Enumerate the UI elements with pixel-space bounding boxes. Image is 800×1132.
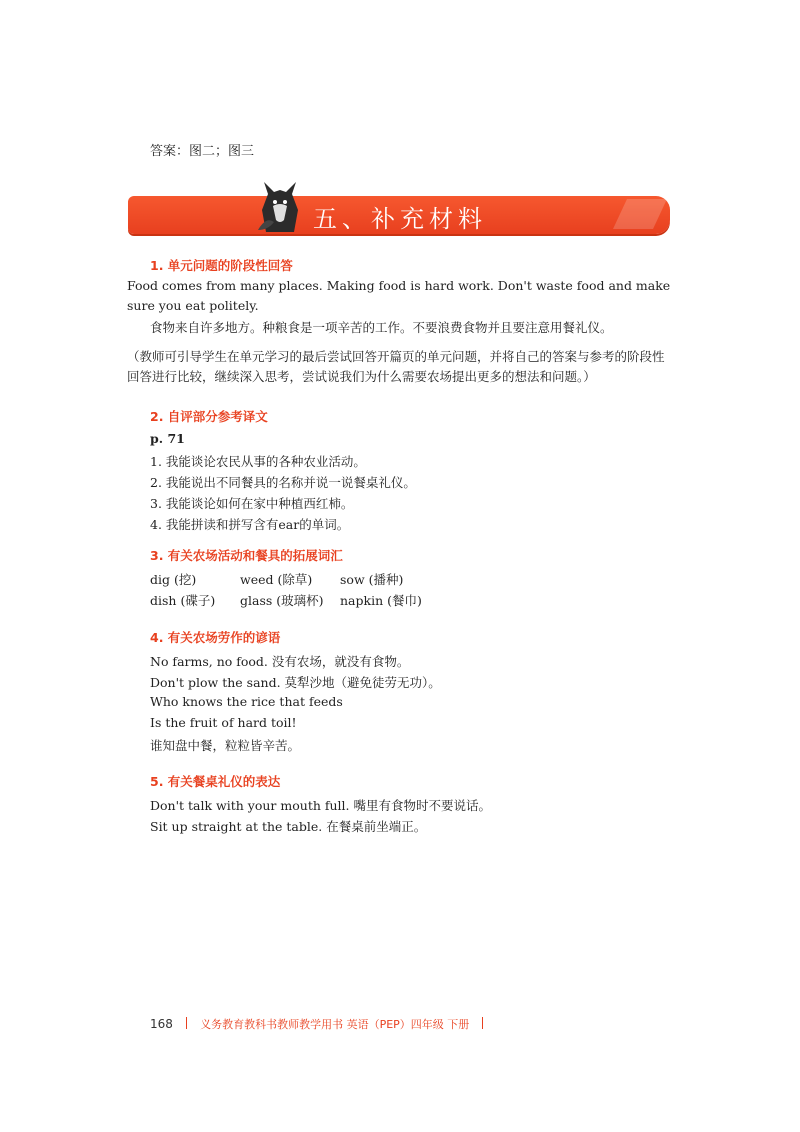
footer-divider xyxy=(186,1017,187,1029)
section-3-heading: 3. 有关农场活动和餐具的拓展词汇 xyxy=(150,548,343,563)
vocab-item: dig (挖) xyxy=(150,572,197,587)
list-item: 2. 我能说出不同餐具的名称并说一说餐桌礼仪。 xyxy=(150,475,416,490)
page-number: 168 xyxy=(150,1017,173,1031)
section-1-english: Food comes from many places. Making food is hard work. Don't waste food and make sure you eat politely. xyxy=(127,278,671,313)
section-2-heading: 2. 自评部分参考译文 xyxy=(150,409,268,424)
proverb-line: Don't plow the sand. 莫犁沙地（避免徒劳无功）。 xyxy=(150,675,441,690)
page-footer xyxy=(150,1013,491,1033)
section-banner xyxy=(128,196,670,234)
list-item: 3. 我能谈论如何在家中种植西红柿。 xyxy=(150,496,354,511)
vocab-item: dish (碟子) xyxy=(150,593,216,608)
vocab-item: napkin (餐巾) xyxy=(340,593,422,608)
section-1-chinese: 食物来自许多地方。种粮食是一项辛苦的工作。不要浪费食物并且要注意用餐礼仪。 xyxy=(150,320,613,335)
section-1-teacher-note: （教师可引导学生在单元学习的最后尝试回答开篇页的单元问题，并将自己的答案与参考的阶段性回答进行比较，继续深入思考，尝试说我们为什么需要农场提出更多的想法和问题。） xyxy=(127,349,665,384)
expression-line: Don't talk with your mouth full. 嘴里有食物时不要说话。 xyxy=(150,798,491,813)
list-item: 1. 我能谈论农民从事的各种农业活动。 xyxy=(150,454,366,469)
book-title: 义务教育教科书教师教学用书 英语（PEP）四年级 下册 xyxy=(200,1018,470,1031)
proverb-line: Is the fruit of hard toil! xyxy=(150,715,297,730)
fox-mascot-icon xyxy=(256,180,304,234)
vocab-item: weed (除草) xyxy=(240,572,313,587)
vocab-item: sow (播种) xyxy=(340,572,404,587)
proverb-line: Who knows the rice that feeds xyxy=(150,694,343,709)
proverb-line: 谁知盘中餐，粒粒皆辛苦。 xyxy=(150,738,301,753)
banner-title: 五、补充材料 xyxy=(313,205,487,233)
page-reference: p. 71 xyxy=(150,431,185,446)
list-item: 4. 我能拼读和拼写含有ear的单词。 xyxy=(150,517,350,532)
answer-line: 答案：图二；图三 xyxy=(150,144,255,159)
proverb-line: No farms, no food. 没有农场，就没有食物。 xyxy=(150,654,410,669)
section-4-heading: 4. 有关农场劳作的谚语 xyxy=(150,630,281,645)
expression-line: Sit up straight at the table. 在餐桌前坐端正。 xyxy=(150,819,427,834)
section-5-heading: 5. 有关餐桌礼仪的表达 xyxy=(150,774,281,789)
vocab-item: glass (玻璃杯) xyxy=(240,593,324,608)
footer-divider xyxy=(482,1017,483,1029)
section-1-heading: 1. 单元问题的阶段性回答 xyxy=(150,258,293,273)
